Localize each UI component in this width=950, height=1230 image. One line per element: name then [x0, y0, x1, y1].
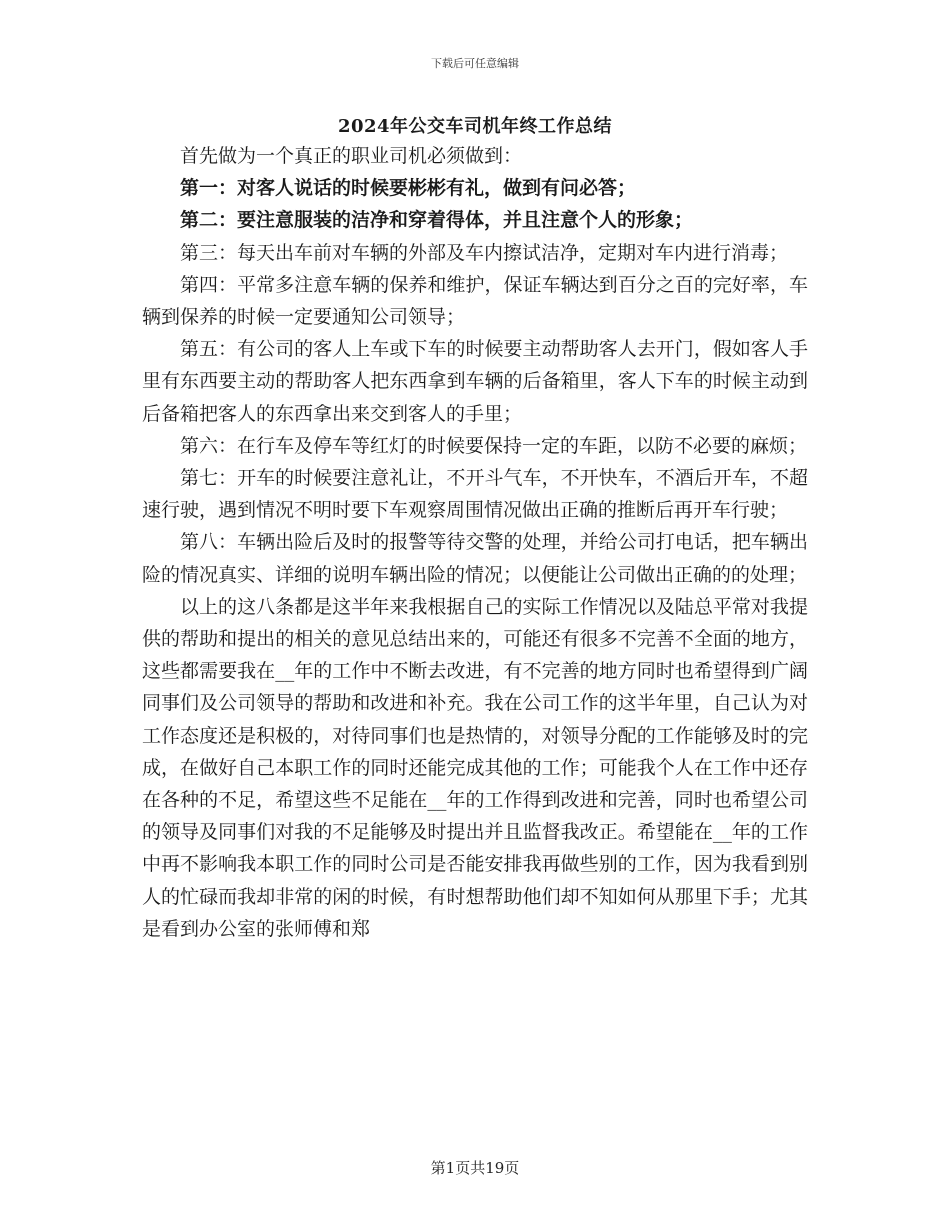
document-title: 2024年公交车司机年终工作总结 [337, 116, 613, 137]
paragraph-intro: 首先做为一个真正的职业司机必须做到： [180, 145, 523, 167]
paragraph-summary: 以上的这八条都是这半年来我根据自己的实际工作情况以及陆总平常对我提供的帮助和提出的相关的意见总结出来的，可能还有很多不完善不全面的地方，这些都需要我在__年的工作中不断去改进，有不完善的地方同时也希望得到广阔同事们及公司领导的帮助和改进和补充。我在公司工作的这半年里，自己认为对工作态度还是积极的，对待同事们也是热情的，对领导分配的工作能够及时的完成，在做好自己本职工作的同时还能完成其他的工作；可能我个人在工作中还存在各种的不足，希望这些不足能在__年的工作得到改进和完善，同时也希望公司的领导及同事们对我的不足能够及时提出并且监督我改正。希望能在__年的工作中再不影响我本职工作的同时公司是否能安排我再做些别的工作，因为我看到别人的忙碌而我却非常的闲的时候，有时想帮助他们却不知如何从那里下手；尤其是看到办公室的张师傅和郑 [142, 595, 808, 940]
header-note: 下载后可任意编辑 [431, 57, 519, 70]
page-number-footer: 第1页共19页 [430, 1159, 520, 1177]
paragraph-rule-7: 第七：开车的时候要注意礼让，不开斗气车，不开快车，不酒后开车，不超速行驶，遇到情况不明时要下车观察周围情况做出正确的推断后再开车行驶； [142, 467, 808, 522]
paragraph-rule-2: 第二：要注意服装的洁净和穿着得体，并且注意个人的形象； [180, 209, 694, 232]
paragraph-rule-6: 第六：在行车及停车等红灯的时候要保持一定的车距，以防不必要的麻烦； [180, 434, 808, 457]
paragraph-rule-5: 第五：有公司的客人上车或下车的时候要主动帮助客人去开门，假如客人手里有东西要主动的帮助客人把东西拿到车辆的后备箱里，客人下车的时候主动到后备箱把客人的东西拿出来交到客人的手里； [142, 338, 808, 425]
paragraph-rule-1: 第一：对客人说话的时候要彬彬有礼，做到有问必答； [180, 177, 637, 200]
paragraph-rule-3: 第三：每天出车前对车辆的外部及车内擦试洁净，定期对车内进行消毒； [180, 241, 789, 264]
paragraph-rule-8: 第八：车辆出险后及时的报警等待交警的处理，并给公司打电话，把车辆出险的情况真实、详细的说明车辆出险的情况；以便能让公司做出正确的的处理； [142, 531, 808, 586]
document-body [142, 140, 808, 945]
paragraph-rule-4: 第四：平常多注意车辆的保养和维护，保证车辆达到百分之百的完好率，车辆到保养的时候一定要通知公司领导； [142, 273, 808, 329]
